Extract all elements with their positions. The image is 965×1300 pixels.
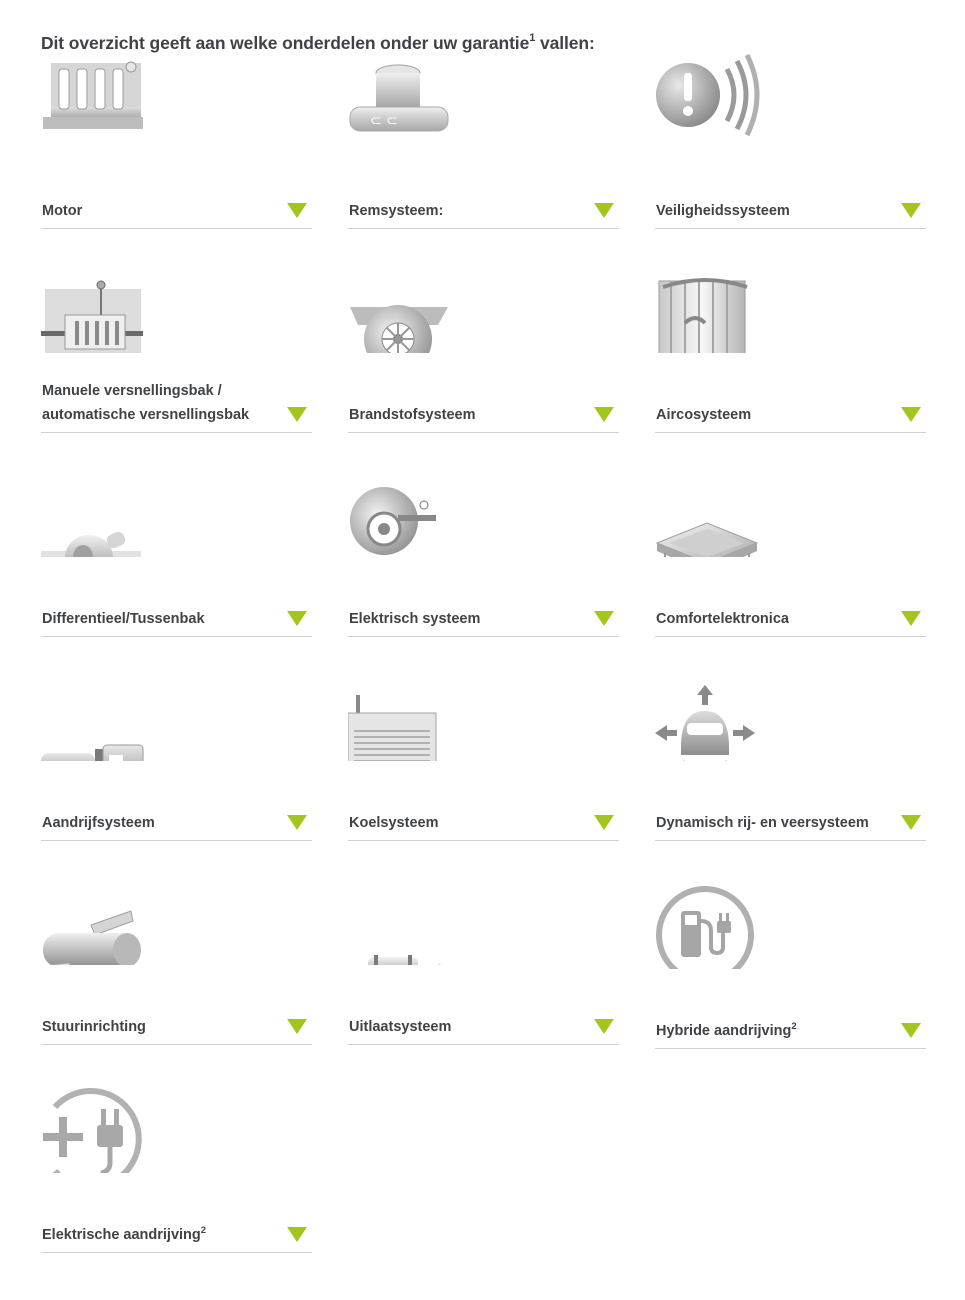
expand-arrow-icon[interactable] bbox=[287, 611, 307, 626]
divider bbox=[348, 228, 619, 229]
divider bbox=[655, 1048, 926, 1049]
warranty-item-label: Uitlaatsysteem bbox=[349, 1019, 452, 1035]
warranty-item-differentieel[interactable] bbox=[41, 447, 312, 637]
driveshaft-icon bbox=[41, 651, 161, 761]
warranty-item-versnellingsbak[interactable] bbox=[41, 243, 312, 433]
expand-arrow-icon[interactable] bbox=[287, 1227, 307, 1242]
warranty-item-label: Differentieel/Tussenbak bbox=[42, 611, 205, 627]
hybrid-icon bbox=[655, 859, 775, 969]
warranty-item-label: Hybride aandrijving$^2$ bbox=[656, 1021, 797, 1039]
warranty-item-elektrische-aandrijving[interactable] bbox=[41, 1063, 312, 1253]
page-title-text: Dit overzicht geeft aan welke onderdelen onder uw garantie bbox=[41, 33, 530, 53]
warranty-item-label: Elektrische aandrijving$^2$ bbox=[42, 1225, 207, 1243]
warranty-item-veiligheidssysteem[interactable] bbox=[655, 39, 926, 229]
warranty-item-label: Aandrijfsysteem bbox=[42, 815, 155, 831]
warranty-item-label: Stuurinrichting bbox=[42, 1019, 146, 1035]
warranty-item-label: Veiligheidssysteem bbox=[656, 203, 790, 219]
divider bbox=[655, 432, 926, 433]
page-title-suffix: vallen: bbox=[535, 33, 595, 53]
svg-text:⊂ ⊂: ⊂ ⊂ bbox=[370, 113, 398, 129]
gearbox-icon bbox=[41, 243, 161, 353]
car-dynamics-icon bbox=[655, 651, 775, 761]
warranty-item-label: Dynamisch rij- en veersysteem bbox=[656, 815, 869, 831]
warranty-item-elektrisch-systeem[interactable] bbox=[348, 447, 619, 637]
divider bbox=[41, 228, 312, 229]
warranty-item-label: Remsysteem: bbox=[349, 203, 444, 219]
divider bbox=[655, 636, 926, 637]
expand-arrow-icon[interactable] bbox=[594, 815, 614, 830]
divider bbox=[41, 1044, 312, 1045]
warranty-item-label: Koelsysteem bbox=[349, 815, 439, 831]
warranty-item-label: Brandstofsysteem bbox=[349, 407, 476, 423]
warranty-item-dynamisch-rijsysteem[interactable] bbox=[655, 651, 926, 841]
brake-icon bbox=[348, 39, 468, 149]
expand-arrow-icon[interactable] bbox=[287, 1019, 307, 1034]
expand-arrow-icon[interactable] bbox=[901, 203, 921, 218]
warranty-item-uitlaatsysteem[interactable] bbox=[348, 855, 619, 1045]
warranty-item-label: Motor bbox=[42, 203, 83, 219]
expand-arrow-icon[interactable] bbox=[901, 611, 921, 626]
expand-arrow-icon[interactable] bbox=[901, 407, 921, 422]
expand-arrow-icon[interactable] bbox=[594, 203, 614, 218]
engine-icon bbox=[41, 39, 161, 149]
expand-arrow-icon[interactable] bbox=[287, 815, 307, 830]
warranty-item-label: Aircosysteem bbox=[656, 407, 752, 423]
expand-arrow-icon[interactable] bbox=[287, 407, 307, 422]
expand-arrow-icon[interactable] bbox=[901, 815, 921, 830]
divider bbox=[348, 840, 619, 841]
divider bbox=[655, 228, 926, 229]
warranty-item-comfortelektronica[interactable] bbox=[655, 447, 926, 637]
warranty-item-brandstofsysteem[interactable] bbox=[348, 243, 619, 433]
divider bbox=[41, 432, 312, 433]
warranty-item-remsysteem[interactable] bbox=[348, 39, 619, 229]
divider bbox=[348, 1044, 619, 1045]
steering-icon bbox=[41, 855, 161, 965]
warranty-item-motor[interactable] bbox=[41, 39, 312, 229]
warranty-item-hybride-aandrijving[interactable] bbox=[655, 859, 926, 1049]
warranty-item-stuurinrichting[interactable] bbox=[41, 855, 312, 1045]
warning-signal-icon bbox=[655, 39, 775, 149]
divider bbox=[348, 636, 619, 637]
warranty-item-koelsysteem[interactable] bbox=[348, 651, 619, 841]
chip-icon bbox=[655, 447, 775, 557]
divider bbox=[41, 636, 312, 637]
warranty-item-aandrijfsysteem[interactable] bbox=[41, 651, 312, 841]
footnote-marker: 1 bbox=[529, 32, 536, 45]
warranty-item-aircosysteem[interactable] bbox=[655, 243, 926, 433]
aircon-icon bbox=[655, 243, 775, 353]
divider bbox=[41, 1252, 312, 1253]
fuel-pump-icon bbox=[348, 243, 468, 353]
warranty-item-label: Manuele versnellingsbak / automatische versnellingsbak bbox=[42, 383, 250, 423]
divider bbox=[348, 432, 619, 433]
warranty-parts-grid bbox=[41, 0, 926, 1300]
expand-arrow-icon[interactable] bbox=[901, 1023, 921, 1038]
expand-arrow-icon[interactable] bbox=[594, 611, 614, 626]
expand-arrow-icon[interactable] bbox=[287, 203, 307, 218]
warranty-item-label: Comfortelektronica bbox=[656, 611, 789, 627]
electric-plug-icon bbox=[41, 1063, 161, 1173]
radiator-icon bbox=[348, 651, 468, 761]
expand-arrow-icon[interactable] bbox=[594, 1019, 614, 1034]
divider bbox=[41, 840, 312, 841]
differential-icon bbox=[41, 447, 161, 557]
divider bbox=[655, 840, 926, 841]
warranty-item-label: Elektrisch systeem bbox=[349, 611, 481, 627]
exhaust-icon bbox=[348, 855, 468, 965]
alternator-icon bbox=[348, 447, 468, 557]
expand-arrow-icon[interactable] bbox=[594, 407, 614, 422]
